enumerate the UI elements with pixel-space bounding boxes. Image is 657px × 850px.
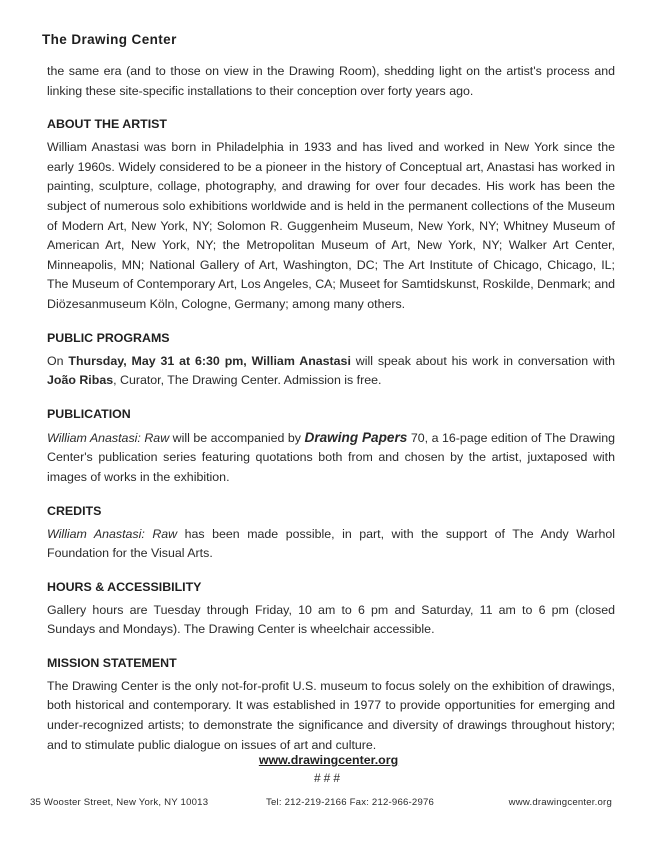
publication-text-2: , a 16-page edition of The Drawing Center's publication series featuring quotations both from and chosen by the artist, juxtaposed with images of works in the exhibition. [47, 430, 615, 484]
credits-text: has been made possible, in part, with the support of The Andy Warhol Foundation for the Visual Arts. [47, 526, 615, 561]
credits-paragraph [47, 525, 615, 564]
about-heading: ABOUT THE ARTIST [47, 117, 167, 132]
hours-heading: HOURS & ACCESSIBILITY [47, 579, 202, 594]
publication-paragraph [47, 428, 615, 488]
programs-heading: PUBLIC PROGRAMS [47, 330, 170, 345]
footer-website: www.drawingcenter.org [508, 797, 612, 808]
page-header-title: The Drawing Center [42, 32, 177, 47]
footer-phones: Tel: 212-219-2166 Fax: 212-966-2976 [266, 797, 435, 808]
credits-heading: CREDITS [47, 503, 102, 518]
mission-heading: MISSION STATEMENT [47, 655, 177, 670]
programs-text-1: On [47, 353, 69, 368]
publication-text-1: will be accompanied by [169, 430, 305, 445]
publication-heading: PUBLICATION [47, 406, 131, 421]
programs-text-2: will speak about his work in conversation with [350, 353, 615, 368]
programs-name: João Ribas [47, 373, 114, 388]
intro-paragraph: the same era (and to those on view in the Drawing Room), shedding light on the artist's process and linking these site-specific installations to their conception over forty years ago. [47, 64, 615, 98]
footer-address: 35 Wooster Street, New York, NY 10013 [30, 797, 209, 808]
website-link[interactable]: www.drawingcenter.org [258, 753, 399, 767]
credits-exhibition-title: William Anastasi: Raw [47, 526, 178, 541]
mission-paragraph: The Drawing Center is the only not-for-profit U.S. museum to focus solely on the exhibition of drawings, both historical and contemporary. It was established in 1977 to provide opportunities for emerging and under-recognized artists; to demonstrate the significance and diversity of drawings throughout history; and to stimulate public dialogue on issues of art and culture. [47, 678, 615, 752]
publication-series-title: Drawing Papers [304, 429, 408, 445]
publication-exhibition-title: William Anastasi: Raw [47, 430, 170, 445]
end-mark: ### [313, 771, 344, 785]
programs-paragraph [47, 352, 615, 391]
document-body [47, 62, 615, 755]
hours-paragraph: Gallery hours are Tuesday through Friday, 10 am to 6 pm and Saturday, 11 am to 6 pm (closed Sundays and Mondays). The Drawing Center is wheelchair accessible. [47, 602, 615, 637]
website-link-line [0, 753, 657, 767]
programs-date: Thursday, May 31 at 6:30 pm, William Anastasi [68, 353, 351, 368]
publication-number: 70 [407, 430, 425, 445]
programs-text-3: , Curator, The Drawing Center. Admission is free. [113, 373, 382, 388]
about-paragraph: William Anastasi was born in Philadelphia in 1933 and has lived and worked in New York since the early 1960s. Widely considered to be a pioneer in the history of Conceptual art, Anastasi has worked in painting, sculpture, collage, photography, and drawing for over four decades. His work has been the subject of numerous solo exhibitions worldwide and is held in the permanent collections of the Museum of Modern Art, New York, NY; Solomon R. Guggenheim Museum, New York, NY; Whitney Museum of American Art, New York, NY; the Metropolitan Museum of Art, New York, NY; Walker Art Center, Minneapolis, MN; National Gallery of Art, Washington, DC; The Art Institute of Chicago, Chicago, IL; The Museum of Contemporary Art, Los Angeles, CA; Museet for Samtidskunst, Roskilde, Denmark; and Diözesanmuseum Köln, Cologne, Germany; among many others. [47, 140, 615, 311]
